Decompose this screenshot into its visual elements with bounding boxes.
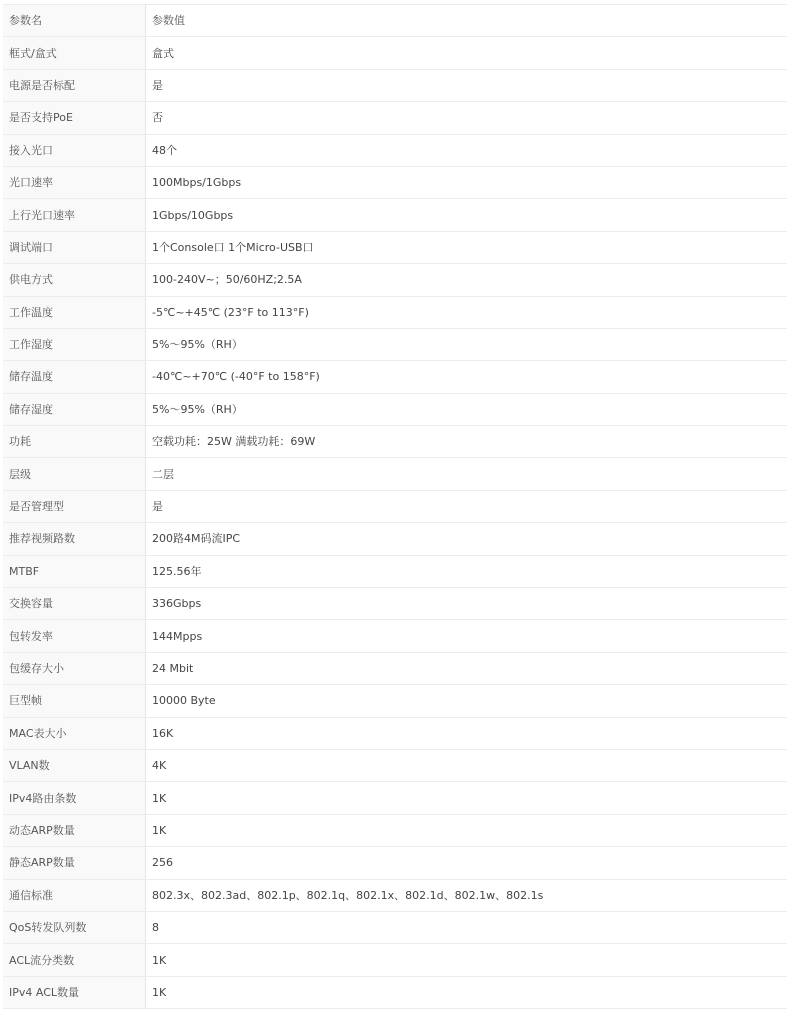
table-row bbox=[3, 361, 787, 393]
param-name-cell: 工作湿度 bbox=[3, 328, 146, 360]
table-row bbox=[3, 717, 787, 749]
param-value-cell: 1Gbps/10Gbps bbox=[146, 199, 788, 231]
table-row bbox=[3, 166, 787, 198]
table-row bbox=[3, 458, 787, 490]
table-row bbox=[3, 426, 787, 458]
param-name-cell: 包转发率 bbox=[3, 620, 146, 652]
param-name-cell: 电源是否标配 bbox=[3, 69, 146, 101]
table-row bbox=[3, 847, 787, 879]
table-row bbox=[3, 328, 787, 360]
param-value-cell: 1个Console口 1个Micro-USB口 bbox=[146, 231, 788, 263]
param-name-cell: 推荐视频路数 bbox=[3, 523, 146, 555]
table-row bbox=[3, 652, 787, 684]
spec-table bbox=[3, 4, 787, 1009]
table-row bbox=[3, 231, 787, 263]
param-value-cell: 200路4M码流IPC bbox=[146, 523, 788, 555]
param-value-cell: 144Mpps bbox=[146, 620, 788, 652]
table-row bbox=[3, 37, 787, 69]
param-name-cell: 调试端口 bbox=[3, 231, 146, 263]
param-value-cell: 1K bbox=[146, 944, 788, 976]
param-name-cell: 光口速率 bbox=[3, 166, 146, 198]
param-value-cell: 256 bbox=[146, 847, 788, 879]
table-row bbox=[3, 296, 787, 328]
header-param-value: 参数值 bbox=[146, 5, 788, 37]
table-row bbox=[3, 523, 787, 555]
param-name-cell: 动态ARP数量 bbox=[3, 814, 146, 846]
param-value-cell: 二层 bbox=[146, 458, 788, 490]
table-row bbox=[3, 264, 787, 296]
param-value-cell: 125.56年 bbox=[146, 555, 788, 587]
param-name-cell: 是否支持PoE bbox=[3, 102, 146, 134]
param-value-cell: 否 bbox=[146, 102, 788, 134]
table-row bbox=[3, 588, 787, 620]
param-name-cell: 层级 bbox=[3, 458, 146, 490]
table-row bbox=[3, 911, 787, 943]
param-name-cell: 储存温度 bbox=[3, 361, 146, 393]
param-value-cell: 4K bbox=[146, 749, 788, 781]
param-value-cell: 是 bbox=[146, 490, 788, 522]
param-name-cell: 接入光口 bbox=[3, 134, 146, 166]
param-value-cell: 1K bbox=[146, 782, 788, 814]
param-value-cell: 1K bbox=[146, 814, 788, 846]
param-value-cell: 16K bbox=[146, 717, 788, 749]
param-name-cell: MAC表大小 bbox=[3, 717, 146, 749]
param-name-cell: ACL流分类数 bbox=[3, 944, 146, 976]
param-value-cell: 802.3x、802.3ad、802.1p、802.1q、802.1x、802.1d、802.1w、802.1s bbox=[146, 879, 788, 911]
header-param-name: 参数名 bbox=[3, 5, 146, 37]
table-header-row bbox=[3, 5, 787, 37]
param-name-cell: 供电方式 bbox=[3, 264, 146, 296]
spec-table-body bbox=[3, 5, 787, 1009]
table-row bbox=[3, 69, 787, 101]
table-row bbox=[3, 393, 787, 425]
param-name-cell: IPv4路由条数 bbox=[3, 782, 146, 814]
table-row bbox=[3, 490, 787, 522]
table-row bbox=[3, 199, 787, 231]
param-name-cell: 静态ARP数量 bbox=[3, 847, 146, 879]
table-row bbox=[3, 620, 787, 652]
param-value-cell: 5%～95%（RH） bbox=[146, 328, 788, 360]
param-name-cell: 巨型帧 bbox=[3, 685, 146, 717]
param-value-cell: 空载功耗：25W 满载功耗：69W bbox=[146, 426, 788, 458]
param-name-cell: 是否管理型 bbox=[3, 490, 146, 522]
param-value-cell: 10000 Byte bbox=[146, 685, 788, 717]
param-value-cell: -5℃~+45℃ (23°F to 113°F) bbox=[146, 296, 788, 328]
param-value-cell: 100Mbps/1Gbps bbox=[146, 166, 788, 198]
table-row bbox=[3, 814, 787, 846]
param-name-cell: 上行光口速率 bbox=[3, 199, 146, 231]
param-value-cell: 1K bbox=[146, 976, 788, 1008]
param-name-cell: 通信标准 bbox=[3, 879, 146, 911]
table-row bbox=[3, 976, 787, 1008]
table-row bbox=[3, 749, 787, 781]
param-value-cell: 100-240V~；50/60HZ;2.5A bbox=[146, 264, 788, 296]
param-name-cell: 包缓存大小 bbox=[3, 652, 146, 684]
table-row bbox=[3, 102, 787, 134]
table-row bbox=[3, 685, 787, 717]
param-name-cell: 储存湿度 bbox=[3, 393, 146, 425]
param-value-cell: 336Gbps bbox=[146, 588, 788, 620]
param-name-cell: 交换容量 bbox=[3, 588, 146, 620]
param-name-cell: IPv4 ACL数量 bbox=[3, 976, 146, 1008]
param-name-cell: MTBF bbox=[3, 555, 146, 587]
param-name-cell: VLAN数 bbox=[3, 749, 146, 781]
param-value-cell: -40℃~+70℃ (-40°F to 158°F) bbox=[146, 361, 788, 393]
table-row bbox=[3, 134, 787, 166]
param-value-cell: 48个 bbox=[146, 134, 788, 166]
param-name-cell: 框式/盒式 bbox=[3, 37, 146, 69]
table-row bbox=[3, 879, 787, 911]
param-value-cell: 盒式 bbox=[146, 37, 788, 69]
table-row bbox=[3, 944, 787, 976]
param-name-cell: 功耗 bbox=[3, 426, 146, 458]
table-row bbox=[3, 782, 787, 814]
param-value-cell: 8 bbox=[146, 911, 788, 943]
param-value-cell: 5%～95%（RH） bbox=[146, 393, 788, 425]
param-value-cell: 24 Mbit bbox=[146, 652, 788, 684]
param-value-cell: 是 bbox=[146, 69, 788, 101]
table-row bbox=[3, 555, 787, 587]
param-name-cell: 工作温度 bbox=[3, 296, 146, 328]
param-name-cell: QoS转发队列数 bbox=[3, 911, 146, 943]
